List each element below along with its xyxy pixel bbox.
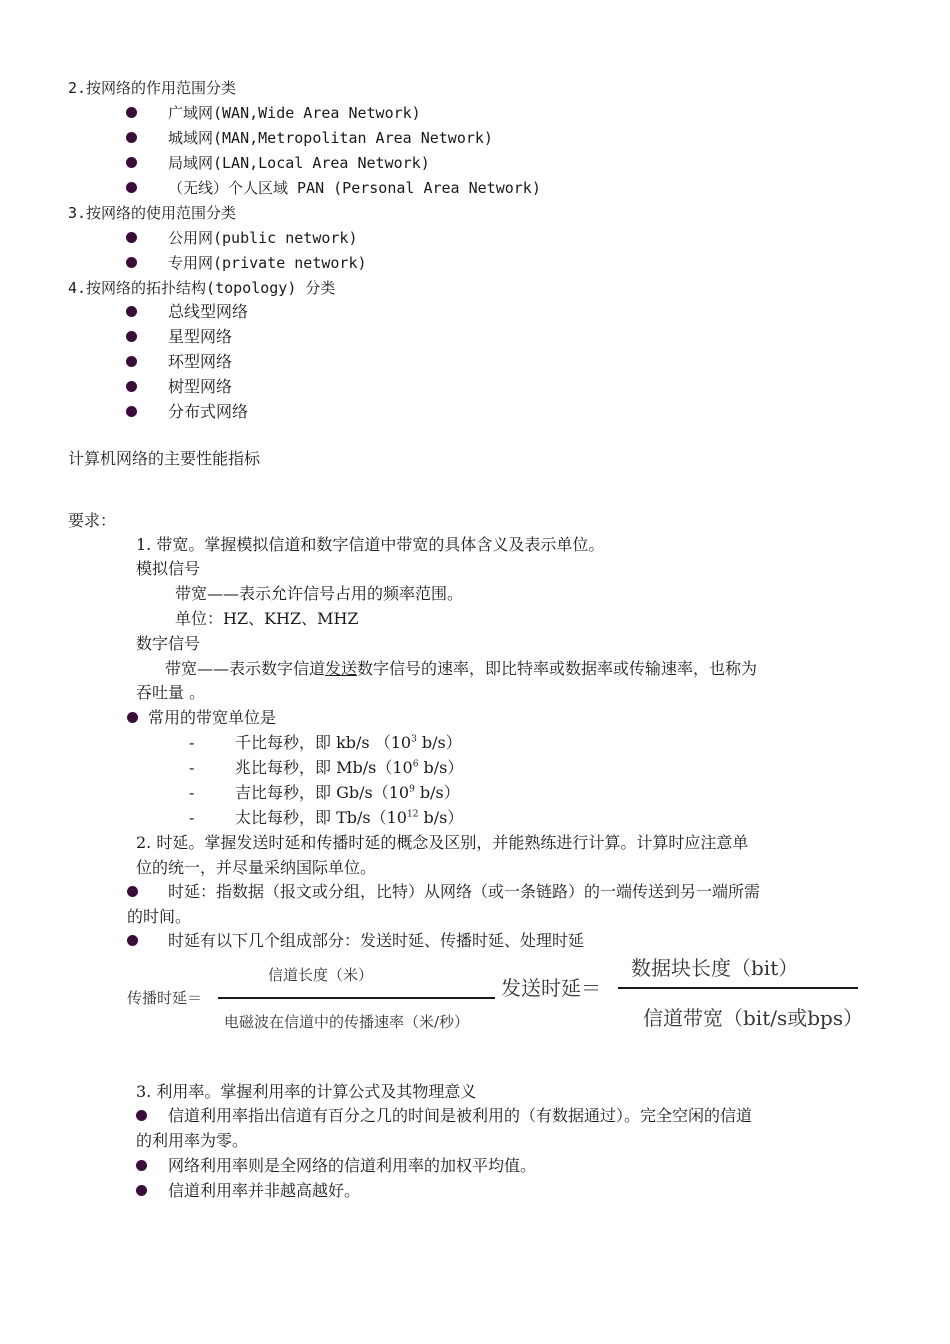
send-fraction-bar — [618, 987, 858, 989]
bullet-icon — [136, 1160, 147, 1171]
section4-heading: 4.按网络的拓扑结构(topology) 分类 — [68, 279, 336, 297]
digital-desc-cont: 吞吐量 。 — [136, 683, 206, 702]
unit-dash: - — [189, 783, 195, 802]
unit-dash: - — [189, 733, 195, 752]
list-item: 专用网(private network) — [168, 254, 367, 272]
analog-unit: 单位：HZ、KHZ、MHZ — [175, 609, 359, 628]
bandwidth-item: 1. 带宽。掌握模拟信道和数字信道中带宽的具体含义及表示单位。 — [136, 535, 605, 554]
utilization-b2: 网络利用率则是全网络的信道利用率的加权平均值。 — [168, 1156, 537, 1175]
bullet-icon — [127, 935, 138, 946]
list-item: 星型网络 — [168, 327, 233, 346]
list-item: 城域网(MAN,Metropolitan Area Network) — [168, 129, 493, 147]
utilization-item: 3. 利用率。掌握利用率的计算公式及其物理意义 — [136, 1082, 477, 1101]
analog-desc: 带宽——表示允许信号占用的频率范围。 — [175, 584, 464, 603]
bullet-icon — [136, 1110, 147, 1121]
prop-delay-numerator: 信道长度（米） — [268, 966, 374, 984]
unit-item: 太比每秒，即 $Tb/s(10^{12}$ b/s） — [235, 808, 464, 827]
bullet-icon — [126, 132, 137, 143]
unit-item: 千比每秒，即 kb/s （$10^3$ b/s） — [235, 733, 462, 752]
section3-heading: 3.按网络的使用范围分类 — [68, 204, 237, 222]
prop-fraction-bar — [218, 997, 495, 999]
list-item: 树型网络 — [168, 377, 233, 396]
list-item: 局域网(LAN,Local Area Network) — [168, 154, 430, 172]
digital-desc-underline: 发送 — [325, 659, 358, 678]
bullet-icon — [126, 306, 137, 317]
send-delay-label: 发送时延＝ — [501, 976, 601, 1000]
unit-item: 兆比每秒，即 $Mb/s(10^6$ b/s） — [235, 758, 464, 777]
digital-desc-pre: 带宽——表示数字信道 — [165, 659, 326, 678]
send-delay-numerator: 数据块长度（bit） — [631, 956, 799, 980]
digital-label: 数字信号 — [136, 634, 201, 653]
bullet-icon — [127, 712, 138, 723]
bullet-icon — [126, 182, 137, 193]
bullet-icon — [126, 257, 137, 268]
list-item: 公用网(public network) — [168, 229, 358, 247]
delay-def: 时延：指数据（报文或分组，比特）从网络（或一条链路）的一端传送到另一端所需 — [168, 882, 761, 901]
unit-item: 吉比每秒，即 $Gb/s(10^9$ b/s） — [235, 783, 460, 802]
bullet-icon — [126, 107, 137, 118]
analog-label: 模拟信号 — [136, 559, 201, 578]
delay-parts: 时延有以下几个组成部分：发送时延、传播时延、处理时延 — [168, 931, 585, 950]
bullet-icon — [127, 886, 138, 897]
bullet-icon — [126, 356, 137, 367]
list-item: 总线型网络 — [168, 302, 249, 321]
delay-item: 2. 时延。掌握发送时延和传播时延的概念及区别，并能熟练进行计算。计算时应注意单 — [136, 833, 749, 852]
bullet-icon — [126, 157, 137, 168]
prop-delay-denominator: 电磁波在信道中的传播速率（米/秒） — [224, 1013, 470, 1031]
utilization-b1-cont: 的利用率为零。 — [136, 1131, 249, 1150]
unit-dash: - — [189, 808, 195, 827]
list-item: 广域网(WAN,Wide Area Network) — [168, 104, 421, 122]
delay-def-cont: 的时间。 — [127, 907, 192, 926]
delay-item-cont: 位的统一，并尽量采纳国际单位。 — [136, 858, 377, 877]
bullet-icon — [136, 1185, 147, 1196]
bullet-icon — [126, 381, 137, 392]
send-delay-denominator: 信道带宽（bit/s或bps） — [643, 1006, 864, 1030]
requirement-label: 要求： — [68, 511, 117, 530]
utilization-b3: 信道利用率并非越高越好。 — [168, 1181, 361, 1200]
bullet-icon — [126, 406, 137, 417]
section2-heading: 2.按网络的作用范围分类 — [68, 79, 237, 97]
list-item: 环型网络 — [168, 352, 233, 371]
bullet-icon — [126, 232, 137, 243]
unit-dash: - — [189, 758, 195, 777]
digital-desc-post: 数字信号的速率，即比特率或数据率或传输速率，也称为 — [357, 659, 758, 678]
bullet-icon — [126, 331, 137, 342]
utilization-b1: 信道利用率指出信道有百分之几的时间是被利用的（有数据通过）。完全空闲的信道 — [168, 1106, 753, 1125]
list-item: 分布式网络 — [168, 402, 249, 421]
common-units: 常用的带宽单位是 — [148, 708, 277, 727]
list-item: （无线）个人区域 PAN (Personal Area Network) — [168, 179, 541, 197]
prop-delay-label: 传播时延＝ — [127, 989, 203, 1007]
perf-title: 计算机网络的主要性能指标 — [68, 449, 261, 468]
digital-desc — [165, 657, 757, 681]
